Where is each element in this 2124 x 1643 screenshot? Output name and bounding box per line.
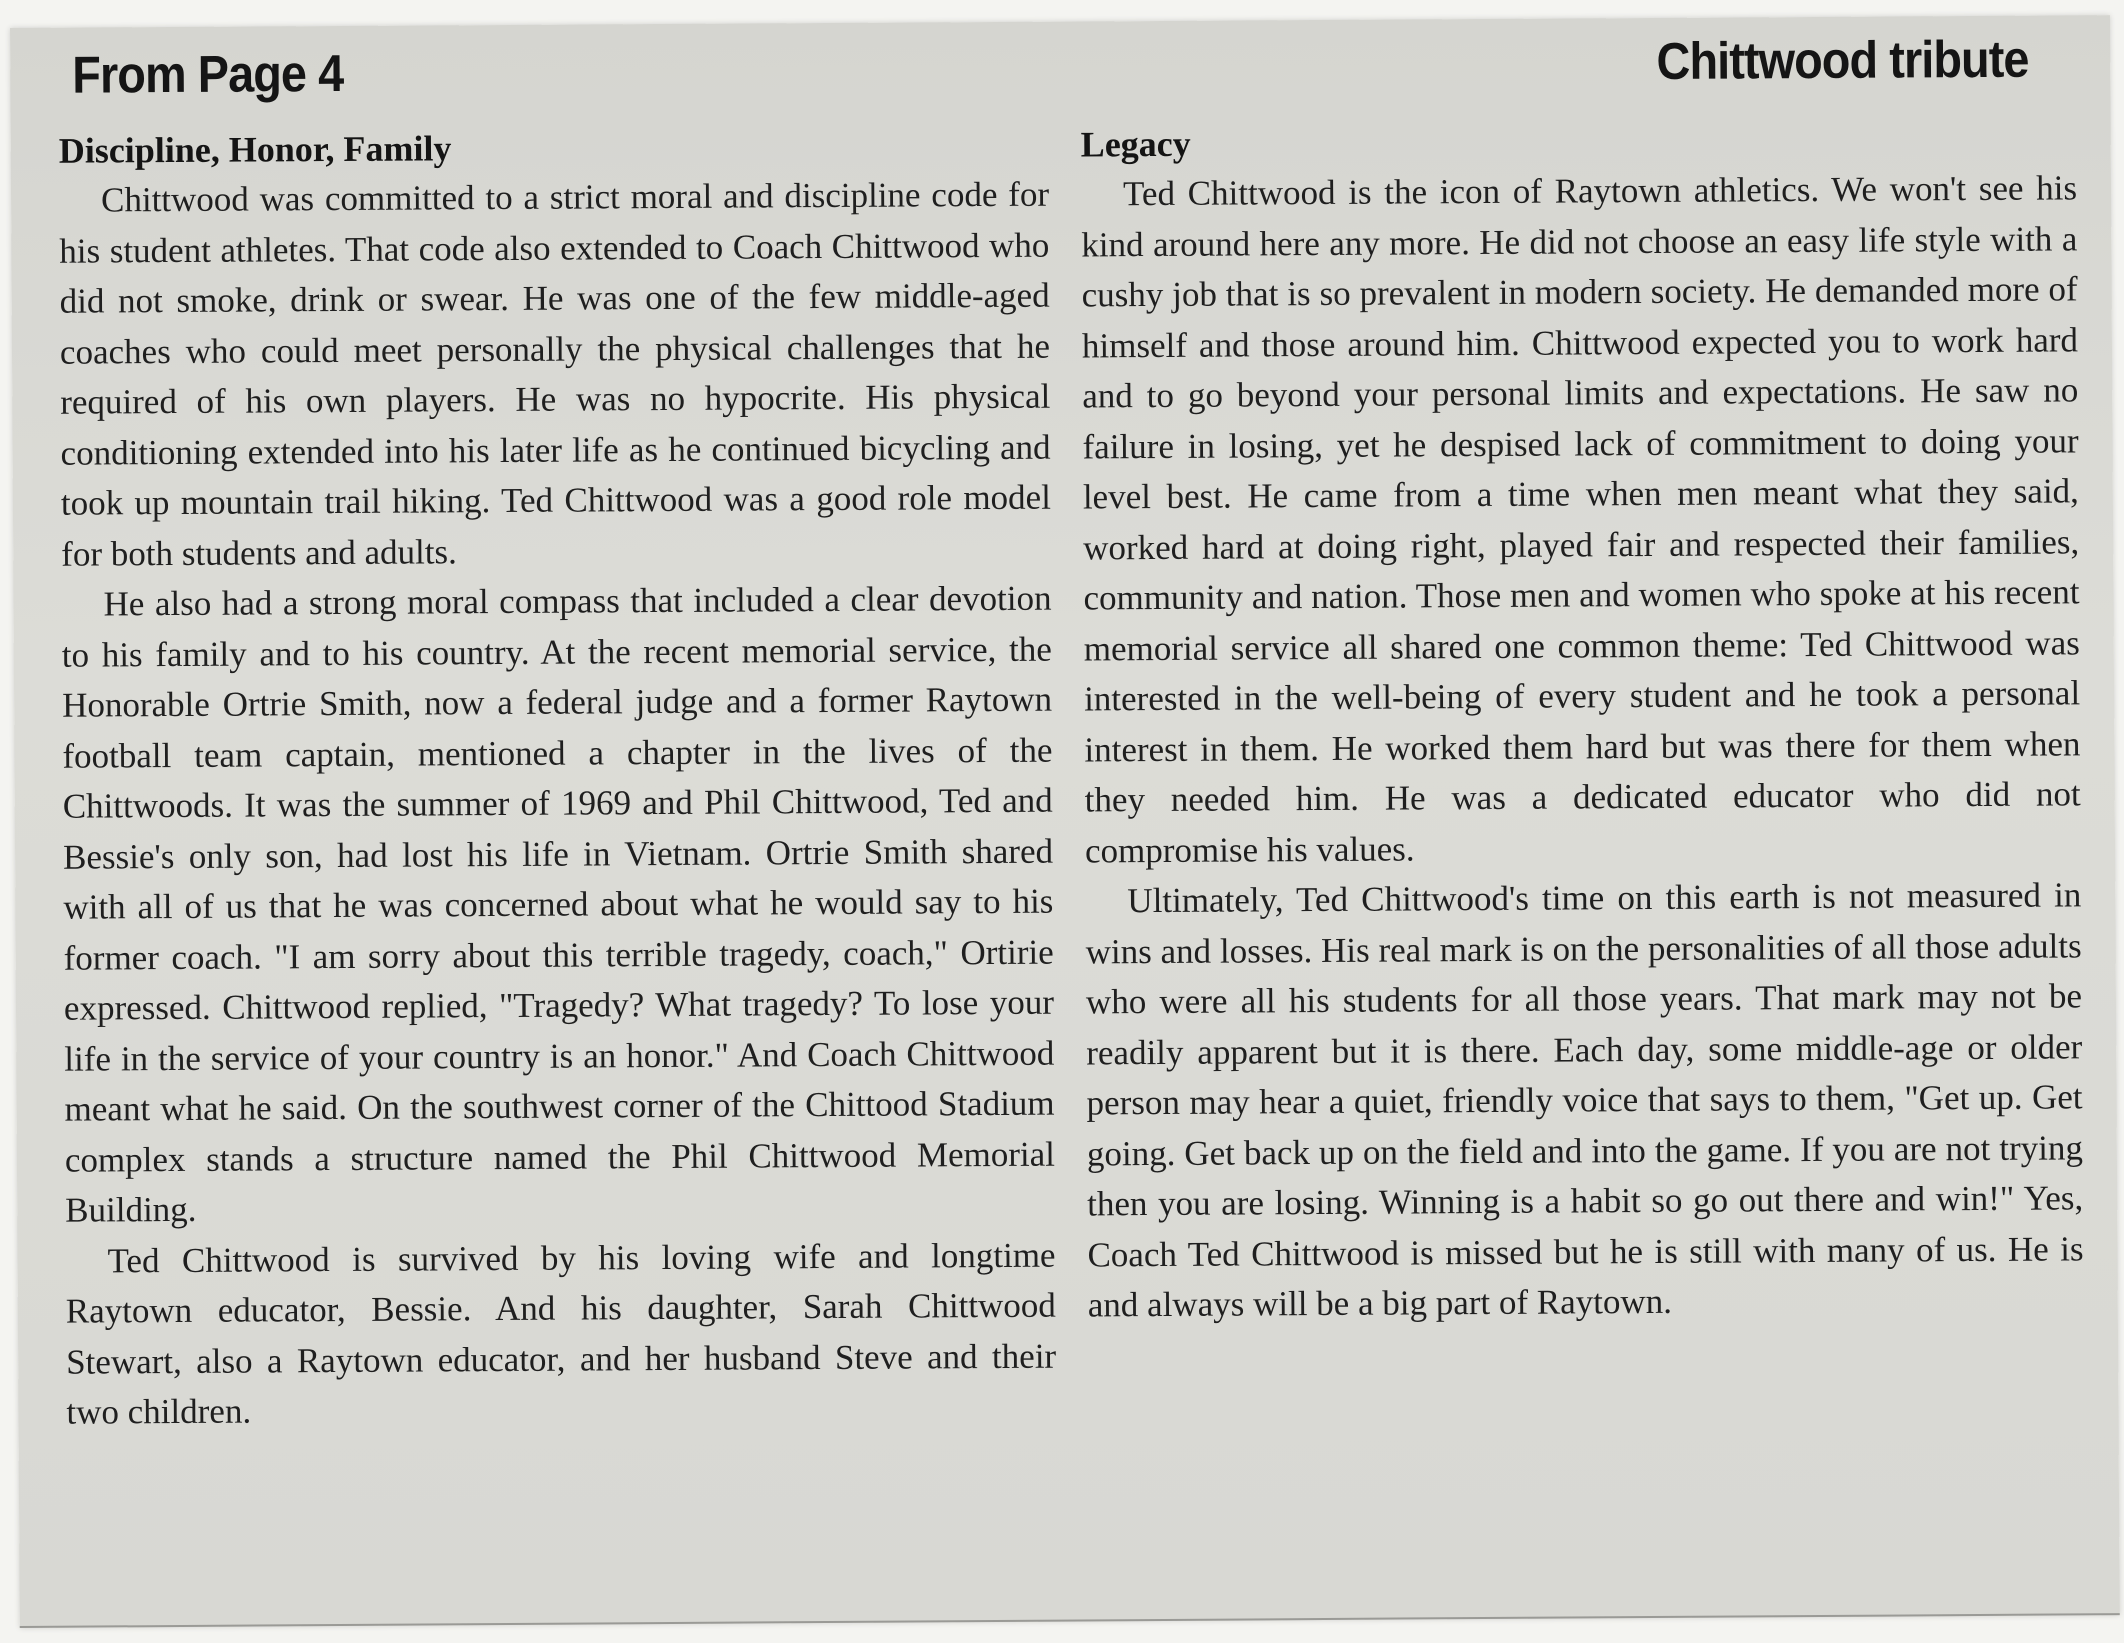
left-column <box>59 120 1057 1439</box>
page-continuation-label: From Page 4 <box>72 44 344 105</box>
newspaper-clipping <box>10 15 2120 1628</box>
section-heading-discipline: Discipline, Honor, Family <box>58 128 452 171</box>
section-heading-legacy: Legacy <box>1080 123 1191 165</box>
article-title: Chittwood tribute <box>1656 30 2029 91</box>
paragraph: Ted Chittwood is survived by his loving wife and longtime Raytown educator, Bessie. And his daughter, Sarah Chittwood Stewart, also a Raytown educator, and her husband Steve and their two children. <box>65 1235 1057 1432</box>
paragraph: Ultimately, Ted Chittwood's time on this earth is not measured in wins and losses. His real mark is on the personalities of all those adults who were all his students for all those years. That mark may not be readily apparent but it is there. Each day, some middle-age or older person may hear a quiet, friendly voice that says to them, "Get up. Get going. Get back up on the field and into the game. If you are not trying then you are losing. Winning is a habit so go out there and win!" Yes, Coach Ted Chittwood is missed but he is still with many of us. He is and always will be a big part of Raytown. <box>1085 875 2084 1325</box>
bottom-edge-divider <box>20 1613 2120 1628</box>
paragraph: He also had a strong moral compass that included a clear devotion to his family and to his country. At the recent memorial service, the Honorable Ortrie Smith, now a federal judge and a former Raytown football team captain, mentioned a chapter in the lives of the Chittwoods. It was the summer of 1969 and Phil Chittwood, Ted and Bessie's only son, had lost his life in Vietnam. Ortrie Smith shared with all of us that he was concerned about what he would say to his former coach. "I am sorry about this terrible tragedy, coach," Ortirie expressed. Chittwood replied, "Tragedy? What tragedy? To lose your life in the service of your country is an honor." And Coach Chittwood meant what he said. On the southwest corner of the Chittood Stadium complex stands a structure named the Phil Chittwood Memorial Building. <box>61 578 1056 1230</box>
paragraph: Chittwood was committed to a strict moral and discipline code for his student athletes. That code also extended to Coach Chittwood who did not smoke, drink or swear. He was one of the few middle-aged coaches who could meet personally the physical challenges that he required of his own players. He was no hypocrite. His physical conditioning extended into his later life as he continued bicycling and took up mountain trail hiking. Ted Chittwood was a good role model for both students and adults. <box>59 174 1052 574</box>
right-column <box>1081 113 2084 1331</box>
paragraph: Ted Chittwood is the icon of Raytown athletics. We won't see his kind around here any more. He did not choose an easy life style with a cushy job that is so prevalent in modern society. He demanded more of himself and those around him. Chittwood expected you to work hard and to go beyond your personal limits and expectations. He saw no failure in losing, yet he despised lack of commitment to doing your level best. He came from a time when men meant what they said, worked hard at doing right, played fair and respected their families, community and nation. Those men and women who spoke at his recent memorial service all shared one common theme: Ted Chittwood was interested in the well-being of every student and he took a personal interest in them. He worked them hard but was there for them when they needed him. He was a dedicated educator who did not compromise his values. <box>1081 168 2081 870</box>
